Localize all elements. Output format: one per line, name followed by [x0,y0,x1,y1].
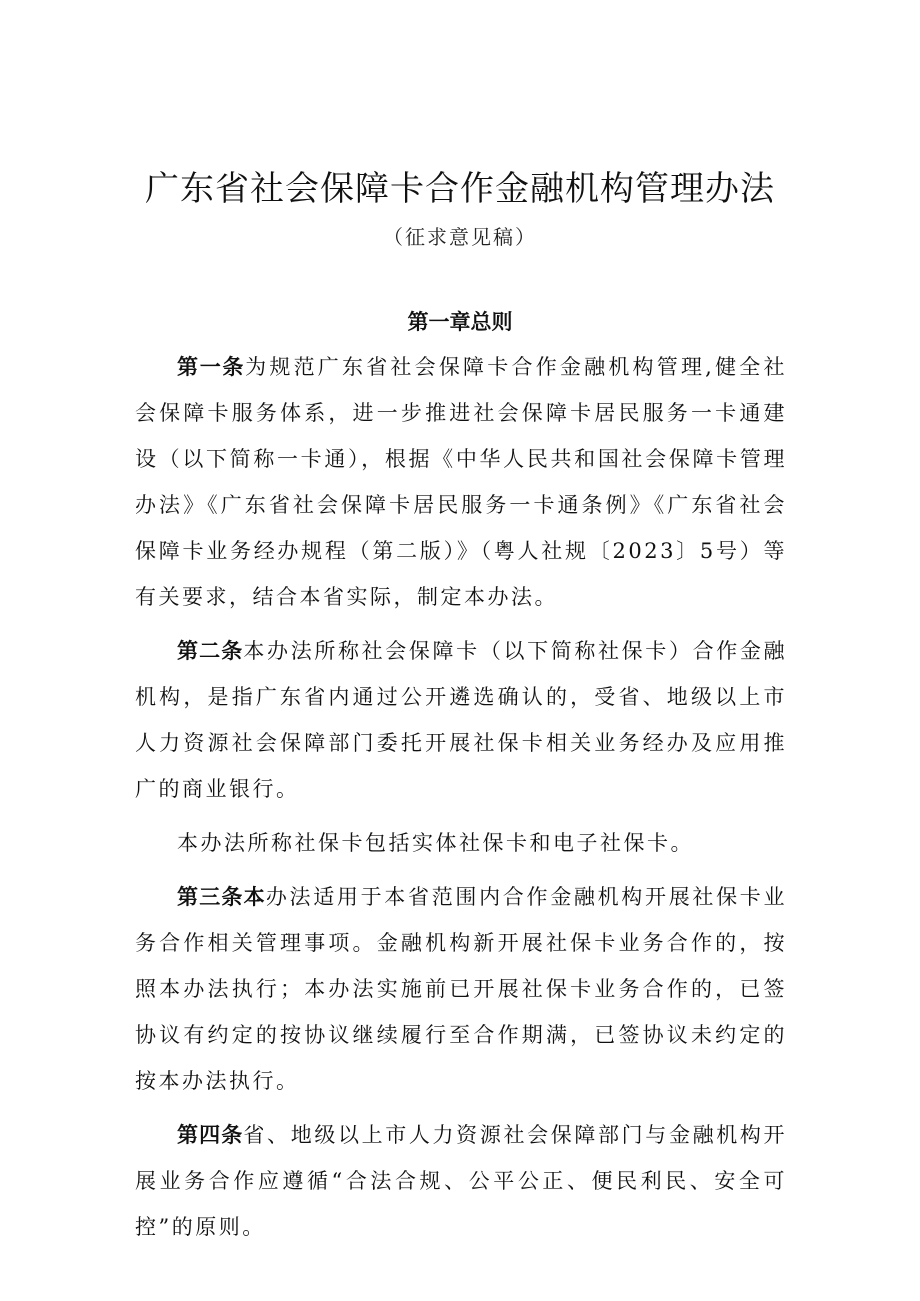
article-1-paragraph [135,344,787,620]
article-4-text: 省、地级以上市人力资源社会保障部门与金融机构开展业务合作应遵循“合法合规、公平公正、便民利民、安全可控”的原则。 [135,1123,787,1239]
article-2-continuation-text: 本办法所称社保卡包括实体社保卡和电子社保卡。 [177,831,694,855]
article-2-text: 本办法所称社会保障卡（以下简称社保卡）合作金融机构，是指广东省内通过公开遴选确认的，受省、地级以上市人力资源社会保障部门委托开展社保卡相关业务经办及应用推广的商业银行。 [135,639,787,801]
document-subtitle: （征求意见稿） [383,225,537,249]
chapter-heading: 第一章总则 [407,310,513,334]
article-3-paragraph [135,874,787,1104]
article-4-label: 第四条 [177,1123,244,1147]
article-3-text: 办法适用于本省范围内合作金融机构开展社保卡业务合作相关管理事项。金融机构新开展社保卡业务合作的，按照本办法执行；本办法实施前已开展社保卡业务合作的，已签协议有约定的按协议继续履行至合作期满，已签协议未约定的按本办法执行。 [135,885,788,1093]
article-2-continuation-paragraph [135,820,787,866]
article-1-text: 为规范广东省社会保障卡合作金融机构管理,健全社会保障卡服务体系，进一步推进社会保障卡居民服务一卡通建设（以下简称一卡通），根据《中华人民共和国社会保障卡管理办法》《广东省社会保障卡居民服务一卡通条例》《广东省社会保障卡业务经办规程（第二版）》（粤人社规〔2023〕5号）等有关要求，结合本省实际，制定本办法。 [135,355,787,609]
article-1-label: 第一条 [177,355,246,379]
document-title: 广东省社会保障卡合作金融机构管理办法 [145,169,775,209]
article-3-label: 第三条本 [177,885,266,909]
article-2-paragraph [135,628,787,812]
article-4-paragraph [135,1112,787,1250]
document-body [135,344,787,1250]
article-2-label: 第二条 [177,639,244,663]
